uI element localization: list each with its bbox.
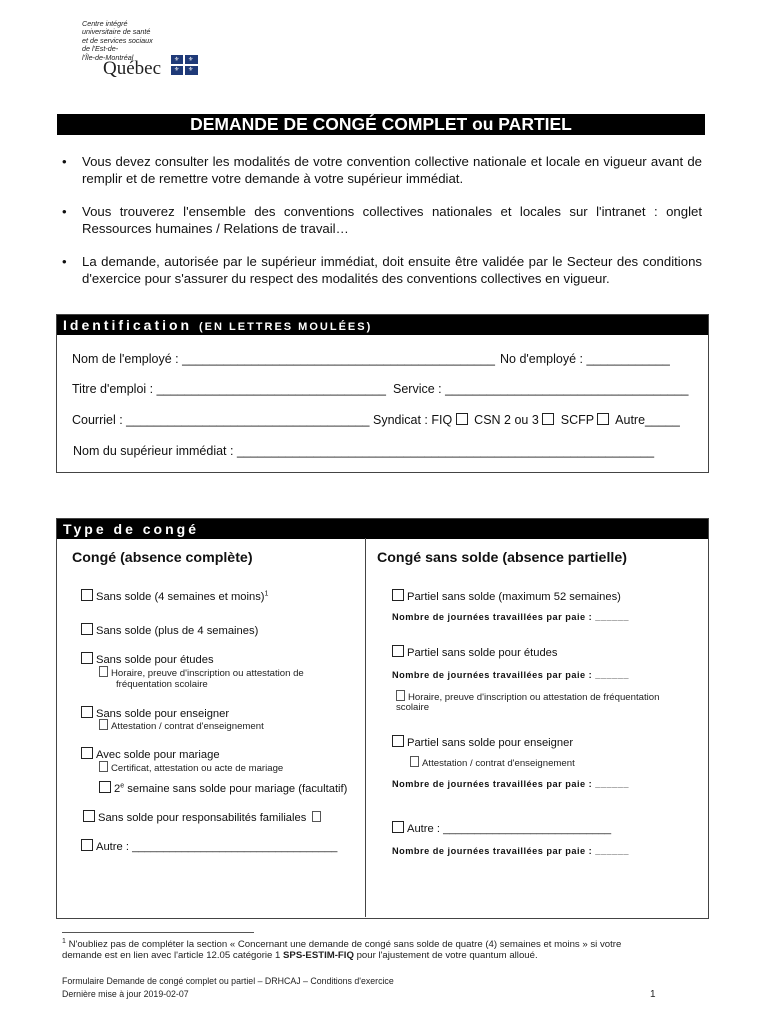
checkbox[interactable]: [392, 645, 404, 657]
days-worked-field[interactable]: Nombre de journées travaillées par paie : ______: [392, 612, 629, 622]
service-field[interactable]: Service : ___________________________________: [393, 382, 689, 396]
checkbox[interactable]: [392, 735, 404, 747]
footnote: $^1$ N'oubliez pas de compléter la section « Concernant une demande de congé sans solde de quatre (4) semaines et moins » si votre demande est en lien avec l'article 12.05 catégorie 1 SPS-ESTIM-FIQ pour l'ajustement de votre quantum alloué.: [62, 938, 622, 962]
unpaid-4-weeks-option[interactable]: Sans solde (4 semaines et moins)$^1$: [81, 589, 268, 603]
partial-teaching-option[interactable]: Partiel sans solde pour enseigner: [392, 735, 573, 749]
identification-heading: Identification (EN LETTRES MOULÉES): [57, 315, 708, 335]
organization-name: Centre intégré universitaire de santé et de services sociaux de l'Est-de- l'Île-de-Montréal: [82, 19, 153, 62]
family-responsibilities-option[interactable]: Sans solde pour responsabilités familiales: [83, 810, 324, 824]
checkbox[interactable]: [392, 821, 404, 833]
partial-unpaid-option[interactable]: Partiel sans solde (maximum 52 semaines): [392, 589, 621, 603]
bullet-item: [62, 253, 702, 289]
employee-number-field[interactable]: No d'employé : ____________: [500, 352, 670, 366]
scfp-label: SCFP: [560, 413, 594, 427]
page-number: 1: [650, 989, 656, 1000]
column-divider: [365, 538, 366, 917]
days-worked-field[interactable]: Nombre de journées travaillées par paie : ______: [392, 779, 629, 789]
full-leave-title: Congé (absence complète): [72, 550, 253, 566]
leave-type-heading: Type de congé: [57, 519, 708, 539]
quebec-wordmark: Québec: [103, 58, 162, 79]
bullet-item: [62, 203, 702, 239]
bullet-text: Vous trouverez l'ensemble des conventions collectives nationales et locales sur l'intranet : onglet Ressources humaines / Relations de travail…: [82, 204, 702, 236]
checkbox[interactable]: [81, 706, 93, 718]
form-reference: Formulaire Demande de congé complet ou partiel – DRHCAJ – Conditions d'exercice: [62, 976, 394, 986]
unpaid-over-4-weeks-option[interactable]: Sans solde (plus de 4 semaines): [81, 623, 258, 637]
unpaid-teaching-option[interactable]: Sans solde pour enseigner: [81, 706, 229, 720]
checkbox[interactable]: [392, 589, 404, 601]
checkbox[interactable]: [81, 839, 93, 851]
checkbox[interactable]: [81, 623, 93, 635]
supervisor-name-field[interactable]: Nom du supérieur immédiat : ____________________________________________________________: [73, 444, 655, 458]
teaching-document-note: Attestation / contrat d'enseignement: [99, 719, 264, 732]
paid-marriage-option[interactable]: Avec solde pour mariage: [81, 747, 220, 761]
partial-teaching-document-note: Attestation / contrat d'enseignement: [410, 756, 575, 769]
unpaid-studies-option[interactable]: Sans solde pour études: [81, 652, 214, 666]
days-worked-field[interactable]: Nombre de journées travaillées par paie : ______: [392, 846, 629, 856]
document-icon: [312, 811, 321, 822]
other-full-leave-option[interactable]: Autre : _________________________________: [81, 839, 337, 853]
document-icon: [396, 690, 405, 701]
partial-leave-title: Congé sans solde (absence partielle): [377, 550, 627, 566]
studies-document-note-cont: fréquentation scolaire: [116, 679, 208, 690]
checkbox[interactable]: [81, 652, 93, 664]
checkbox[interactable]: [83, 810, 95, 822]
checkbox[interactable]: [99, 781, 111, 793]
union-options: [373, 413, 680, 427]
document-icon: [410, 756, 419, 767]
other-partial-leave-option[interactable]: Autre : ___________________________: [392, 821, 611, 835]
fiq-checkbox[interactable]: [456, 413, 468, 425]
last-updated: Dernière mise à jour 2019-02-07: [62, 989, 189, 999]
email-field[interactable]: Courriel : ___________________________________: [72, 413, 370, 427]
csn-checkbox[interactable]: [542, 413, 554, 425]
partial-studies-option[interactable]: Partiel sans solde pour études: [392, 645, 558, 659]
partial-studies-document-note-cont: scolaire: [396, 702, 430, 713]
document-icon: [99, 666, 108, 677]
quebec-flag-icon: ⚜ ⚜ ⚜ ⚜: [171, 55, 198, 75]
employee-name-field[interactable]: Nom de l'employé : _____________________________________________: [72, 352, 495, 366]
checkbox[interactable]: [81, 589, 93, 601]
bullet-text: Vous devez consulter les modalités de votre convention collective nationale et locale en vigueur avant de remplir et de remettre votre demande à votre supérieur immédiat.: [82, 154, 702, 186]
other-union-field[interactable]: Autre_____: [615, 413, 680, 427]
document-icon: [99, 761, 108, 772]
bullet-item: [62, 153, 702, 189]
second-week-marriage-option[interactable]: 2e semaine sans solde pour mariage (facultatif): [99, 781, 347, 795]
scfp-checkbox[interactable]: [597, 413, 609, 425]
union-label: Syndicat : FIQ: [373, 413, 453, 427]
footnote-separator: [62, 932, 254, 933]
days-worked-field[interactable]: Nombre de journées travaillées par paie : ______: [392, 670, 629, 680]
job-title-field[interactable]: Titre d'emploi : _________________________________: [72, 382, 387, 396]
csn-label: CSN 2 ou 3: [474, 413, 539, 427]
bullet-dot: •: [62, 154, 67, 169]
document-icon: [99, 719, 108, 730]
studies-document-note: Horaire, preuve d'inscription ou attestation de: [99, 666, 304, 679]
checkbox[interactable]: [81, 747, 93, 759]
bullet-text: La demande, autorisée par le supérieur immédiat, doit ensuite être validée par le Secteur des conditions d'exercice pour s'assurer du respect des modalités des conventions collectives en vigueur.: [82, 254, 702, 286]
bullet-dot: •: [62, 254, 67, 269]
form-title: DEMANDE DE CONGÉ COMPLET ou PARTIEL: [57, 114, 705, 135]
marriage-document-note: Certificat, attestation ou acte de mariage: [99, 761, 283, 774]
bullet-dot: •: [62, 204, 67, 219]
partial-studies-document-note: Horaire, preuve d'inscription ou attestation de fréquentation: [396, 690, 659, 703]
